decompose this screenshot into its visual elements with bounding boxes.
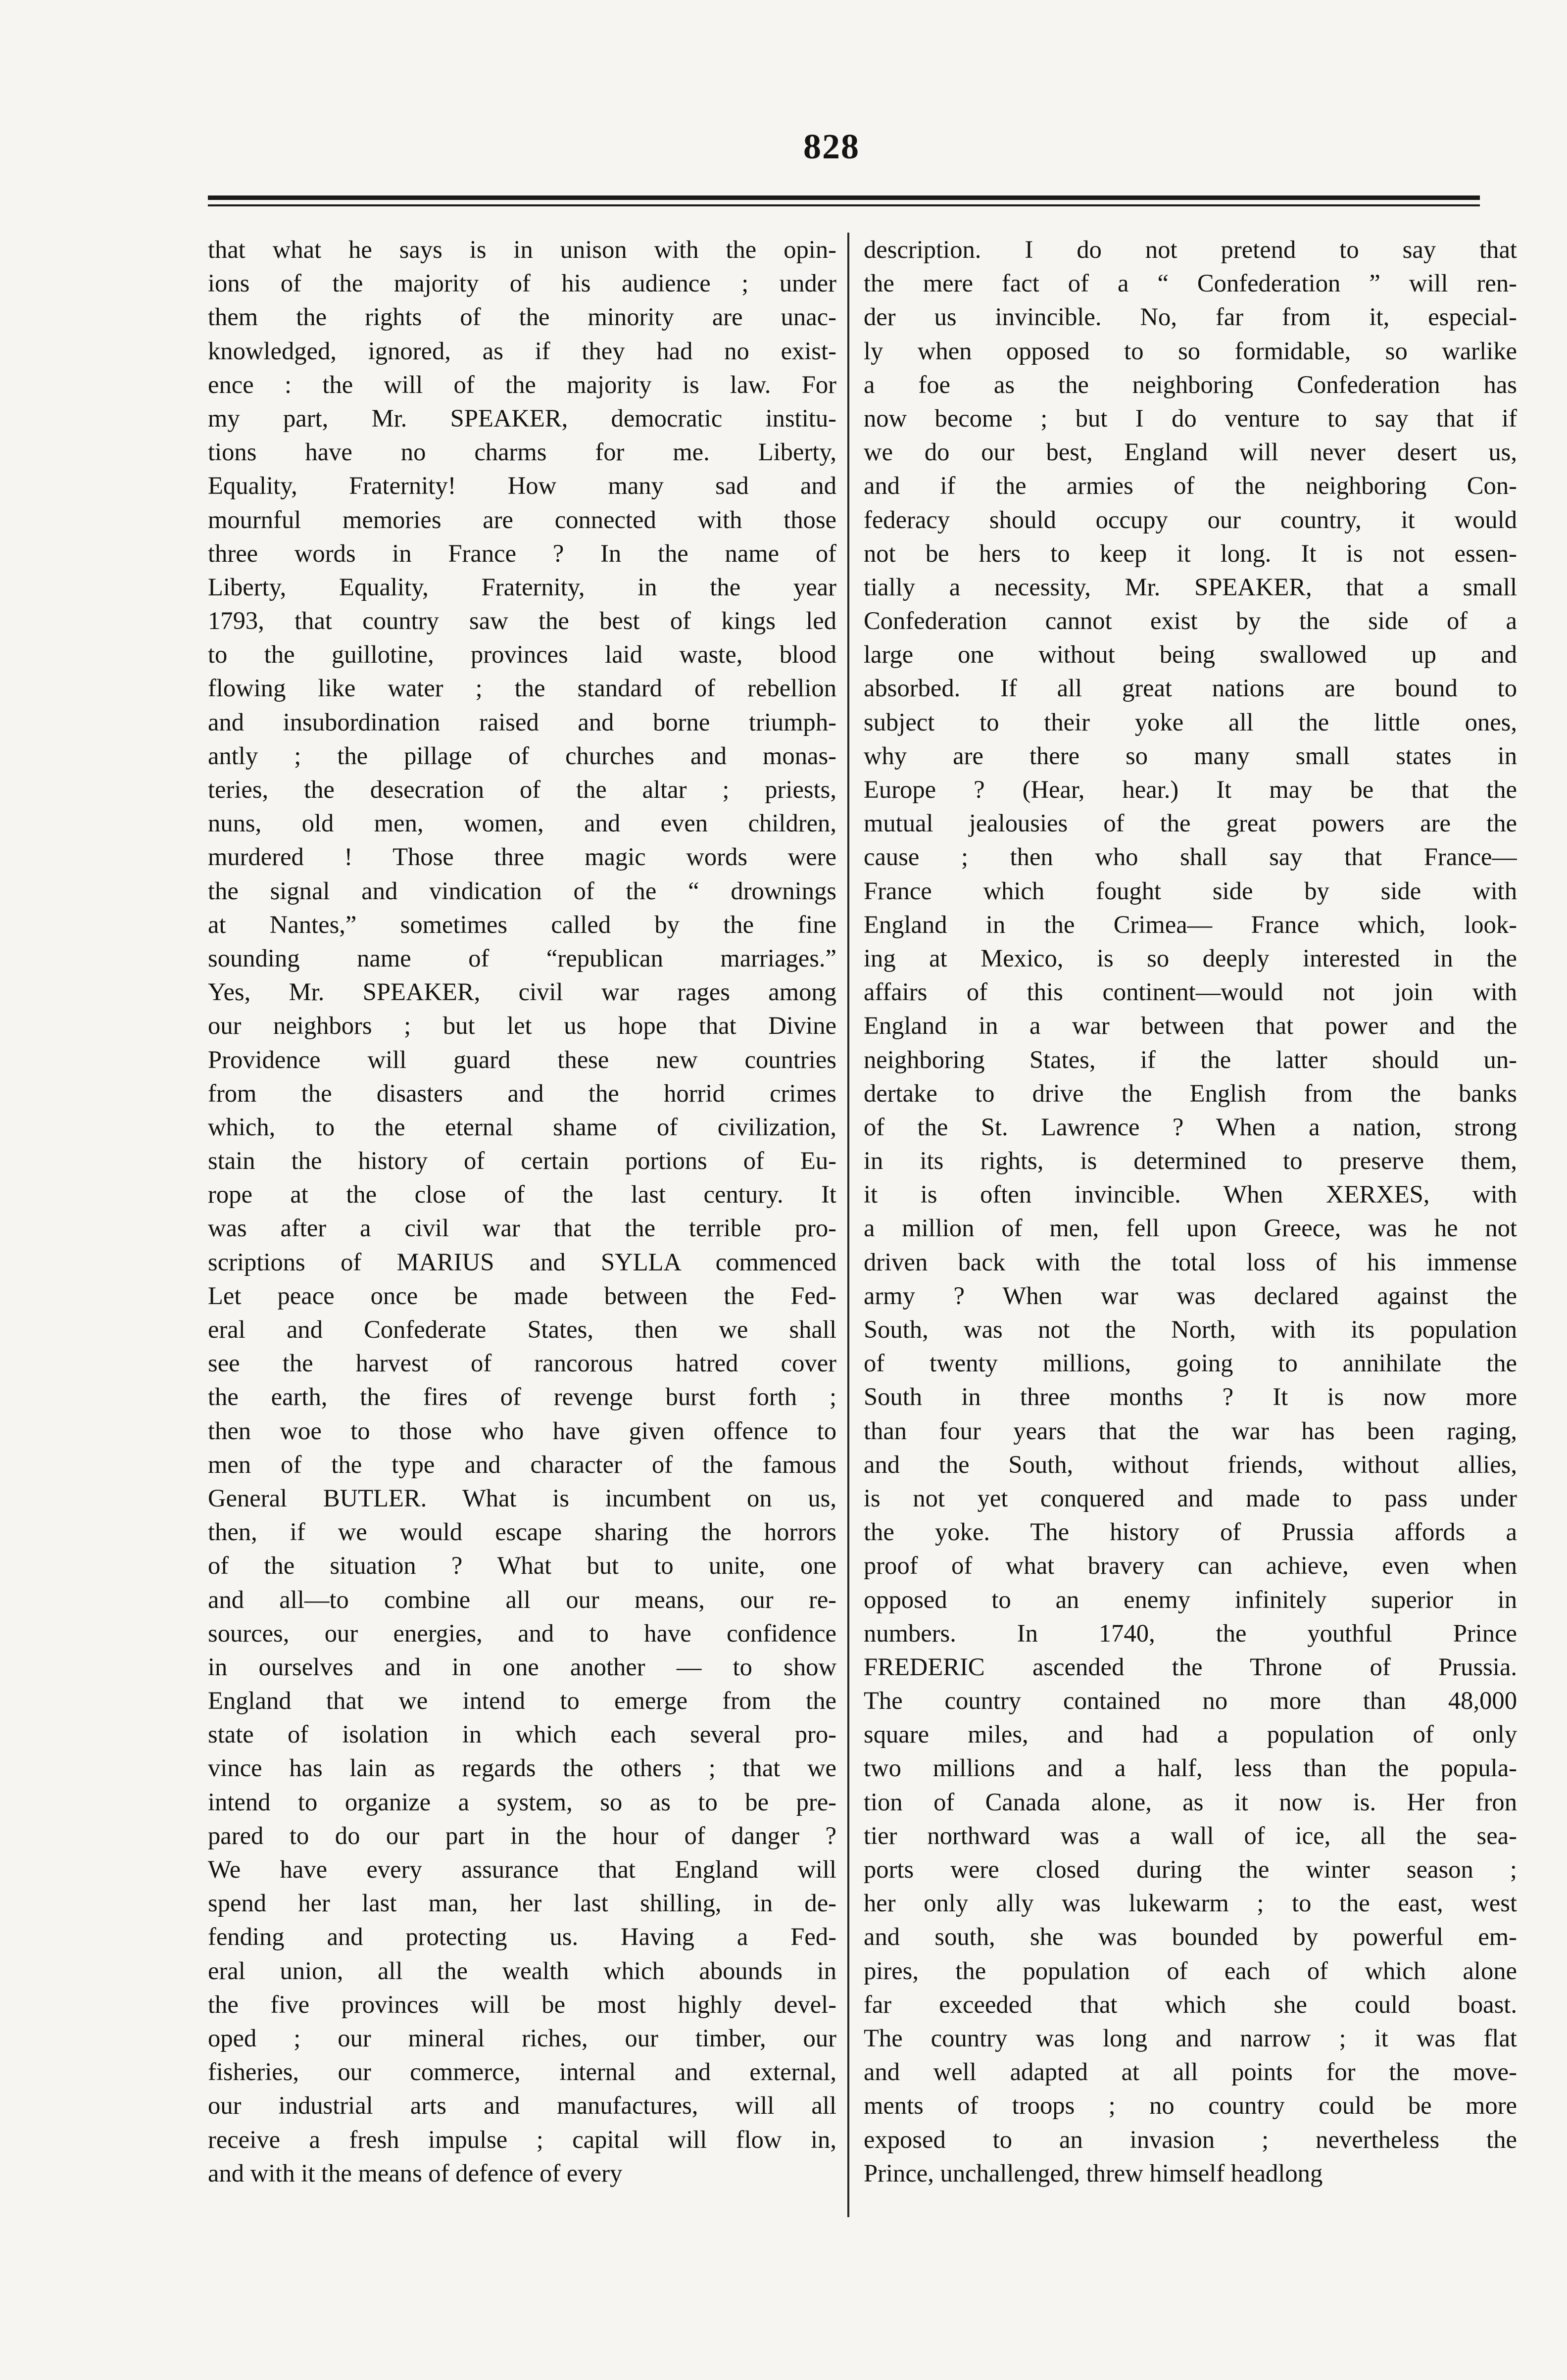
text-line: exposed to an invasion ; nevertheless the	[864, 2125, 1517, 2153]
text-line: now become ; but I do venture to say that if	[864, 404, 1517, 432]
text-line: her only ally was lukewarm ; to the east, west	[864, 1889, 1517, 1917]
text-line: men of the type and character of the famous	[208, 1450, 836, 1478]
text-line: see the harvest of rancorous hatred cover	[208, 1349, 836, 1377]
left-column	[208, 233, 836, 2361]
text-line: Equality, Fraternity! How many sad and	[208, 472, 836, 500]
text-line: and with it the means of defence of every	[208, 2159, 623, 2187]
text-line: Confederation cannot exist by the side of a	[864, 607, 1517, 635]
text-line: the mere fact of a “ Confederation ” will ren-	[864, 269, 1517, 297]
text-line: them the rights of the minority are unac-	[208, 303, 836, 331]
text-line: mournful memories are connected with those	[208, 505, 836, 534]
text-line: flowing like water ; the standard of rebellion	[208, 674, 836, 702]
text-line: nuns, old men, women, and even children,	[208, 809, 836, 837]
text-line: France which fought side by side with	[864, 876, 1517, 905]
text-line: large one without being swallowed up and	[864, 640, 1517, 669]
text-line: numbers. In 1740, the youthful Prince	[864, 1619, 1517, 1647]
text-line: fisheries, our commerce, internal and external,	[208, 2058, 836, 2086]
text-line: absorbed. If all great nations are bound to	[864, 674, 1517, 702]
text-line: murdered ! Those three magic words were	[208, 843, 836, 871]
text-line: then woe to those who have given offence to	[208, 1416, 836, 1445]
text-line: we do our best, England will never desert us,	[864, 438, 1517, 466]
text-line: army ? When war was declared against the	[864, 1281, 1517, 1310]
text-line: teries, the desecration of the altar ; priests,	[208, 776, 836, 803]
text-line: England in the Crimea— France which, look-	[864, 910, 1517, 938]
text-line: far exceeded that which she could boast.	[864, 1990, 1517, 2018]
text-line: state of isolation in which each several pro-	[208, 1720, 836, 1749]
text-line: proof of what bravery can achieve, even when	[864, 1552, 1517, 1580]
text-line: a million of men, fell upon Greece, was he not	[864, 1214, 1517, 1242]
text-line: der us invincible. No, far from it, especial-	[864, 303, 1517, 331]
text-line: why are there so many small states in	[864, 741, 1517, 770]
text-line: of the St. Lawrence ? When a nation, strong	[864, 1113, 1517, 1141]
text-line: and if the armies of the neighboring Con-	[864, 472, 1517, 500]
text-line: tions have no charms for me. Liberty,	[208, 438, 836, 466]
text-line: the yoke. The history of Prussia affords a	[864, 1518, 1517, 1546]
column-divider	[847, 233, 849, 2217]
text-line: Yes, Mr. SPEAKER, civil war rages among	[208, 978, 836, 1006]
text-line: mutual jealousies of the great powers are the	[864, 809, 1517, 837]
text-line: spend her last man, her last shilling, in de-	[208, 1889, 836, 1917]
text-line: Providence will guard these new countries	[208, 1045, 836, 1073]
text-line: eral union, all the wealth which abounds in	[208, 1956, 836, 1985]
text-line: dertake to drive the English from the banks	[864, 1079, 1517, 1107]
text-line: England in a war between that power and the	[864, 1012, 1517, 1040]
text-line: ly when opposed to so formidable, so warlike	[864, 337, 1517, 365]
text-line: description. I do not pretend to say that	[864, 236, 1517, 263]
text-line: square miles, and had a population of only	[864, 1720, 1517, 1749]
text-line: tion of Canada alone, as it now is. Her fron	[864, 1788, 1517, 1816]
text-line: federacy should occupy our country, it would	[864, 505, 1517, 534]
text-line: our industrial arts and manufactures, will all	[208, 2091, 836, 2120]
text-line: intend to organize a system, so as to be pre-	[208, 1788, 836, 1816]
text-line: my part, Mr. SPEAKER, democratic institu-	[208, 404, 836, 432]
text-line: stain the history of certain portions of Eu-	[208, 1147, 836, 1175]
text-line: in ourselves and in one another — to show	[208, 1652, 836, 1681]
text-line: affairs of this continent—would not join with	[864, 978, 1517, 1006]
text-line: sources, our energies, and to have confidence	[208, 1619, 836, 1647]
text-line: FREDERIC ascended the Throne of Prussia.	[864, 1652, 1517, 1681]
header-rule-thin	[208, 204, 1480, 206]
text-line: at Nantes,” sometimes called by the fine	[208, 910, 836, 938]
text-line: eral and Confederate States, then we shall	[208, 1315, 836, 1343]
text-line: South in three months ? It is now more	[864, 1383, 1517, 1411]
text-line: ions of the majority of his audience ; under	[208, 269, 836, 297]
text-line: and insubordination raised and borne triumph-	[208, 708, 836, 736]
text-line: then, if we would escape sharing the horrors	[208, 1518, 836, 1546]
text-line: and all—to combine all our means, our re-	[208, 1585, 836, 1613]
text-line: Europe ? (Hear, hear.) It may be that the	[864, 776, 1517, 803]
text-line: South, was not the North, with its population	[864, 1315, 1517, 1343]
text-line: the earth, the fires of revenge burst forth ;	[208, 1383, 836, 1411]
text-line: the signal and vindication of the “ drownings	[208, 876, 836, 905]
text-line: ments of troops ; no country could be more	[864, 2091, 1517, 2120]
text-line: receive a fresh impulse ; capital will flow in,	[208, 2125, 836, 2153]
text-line: oped ; our mineral riches, our timber, our	[208, 2024, 836, 2052]
text-line: our neighbors ; but let us hope that Divine	[208, 1012, 836, 1040]
text-line: a foe as the neighboring Confederation has	[864, 370, 1517, 398]
text-line: that what he says is in unison with the opin-	[208, 236, 836, 263]
text-line: of the situation ? What but to unite, one	[208, 1552, 836, 1580]
text-line: Prince, unchallenged, threw himself headlong	[864, 2159, 1323, 2187]
text-line: We have every assurance that England will	[208, 1855, 836, 1883]
text-line: is not yet conquered and made to pass under	[864, 1484, 1517, 1512]
text-line: two millions and a half, less than the popula-	[864, 1754, 1517, 1782]
text-line: 1793, that country saw the best of kings led	[208, 607, 836, 635]
text-line: not be hers to keep it long. It is not essen-	[864, 539, 1517, 567]
text-line: it is often invincible. When XERXES, with	[864, 1180, 1517, 1209]
text-line: than four years that the war has been raging,	[864, 1416, 1517, 1445]
text-line: from the disasters and the horrid crimes	[208, 1079, 836, 1107]
text-line: ing at Mexico, is so deeply interested in the	[864, 944, 1517, 972]
text-line: Liberty, Equality, Fraternity, in the year	[208, 573, 836, 601]
text-line: ence : the will of the majority is law. For	[208, 370, 836, 398]
text-line: scriptions of MARIUS and SYLLA commenced	[208, 1248, 836, 1276]
text-line: The country contained no more than 48,000	[864, 1687, 1517, 1715]
text-line: was after a civil war that the terrible pro-	[208, 1214, 836, 1242]
text-line: and the South, without friends, without allies,	[864, 1450, 1517, 1478]
text-line: England that we intend to emerge from the	[208, 1687, 836, 1715]
text-line: knowledged, ignored, as if they had no exist-	[208, 337, 836, 365]
text-line: vince has lain as regards the others ; that we	[208, 1754, 836, 1782]
text-line: pared to do our part in the hour of danger ?	[208, 1821, 836, 1849]
text-line: driven back with the total loss of his immense	[864, 1248, 1517, 1276]
text-line: cause ; then who shall say that France—	[864, 843, 1517, 871]
text-line: three words in France ? In the name of	[208, 539, 836, 567]
text-line: fending and protecting us. Having a Fed-	[208, 1923, 836, 1951]
text-line: Let peace once be made between the Fed-	[208, 1281, 836, 1310]
text-line: neighboring States, if the latter should un-	[864, 1045, 1517, 1073]
page-number: 828	[803, 127, 860, 166]
text-line: and well adapted at all points for the move-	[864, 2058, 1517, 2086]
text-line: in its rights, is determined to preserve them,	[864, 1147, 1517, 1175]
text-line: subject to their yoke all the little ones,	[864, 708, 1517, 736]
text-line: opposed to an enemy infinitely superior in	[864, 1585, 1517, 1613]
text-line: of twenty millions, going to annihilate the	[864, 1349, 1517, 1377]
text-line: tier northward was a wall of ice, all the sea-	[864, 1821, 1517, 1849]
text-line: tially a necessity, Mr. SPEAKER, that a small	[864, 573, 1517, 601]
text-line: the five provinces will be most highly devel-	[208, 1990, 836, 2018]
header-rule-thick	[208, 195, 1480, 200]
text-line: pires, the population of each of which alone	[864, 1956, 1517, 1985]
text-line: General BUTLER. What is incumbent on us,	[208, 1484, 836, 1512]
text-line: sounding name of “republican marriages.”	[208, 944, 836, 972]
text-line: rope at the close of the last century. It	[208, 1180, 836, 1209]
text-line: antly ; the pillage of churches and monas-	[208, 741, 836, 770]
text-line: and south, she was bounded by powerful em-	[864, 1923, 1517, 1951]
text-line: The country was long and narrow ; it was flat	[864, 2024, 1517, 2052]
text-line: which, to the eternal shame of civilization,	[208, 1113, 836, 1141]
right-column	[864, 233, 1517, 2361]
text-line: to the guillotine, provinces laid waste, blood	[208, 640, 836, 669]
text-line: ports were closed during the winter season ;	[864, 1855, 1517, 1883]
